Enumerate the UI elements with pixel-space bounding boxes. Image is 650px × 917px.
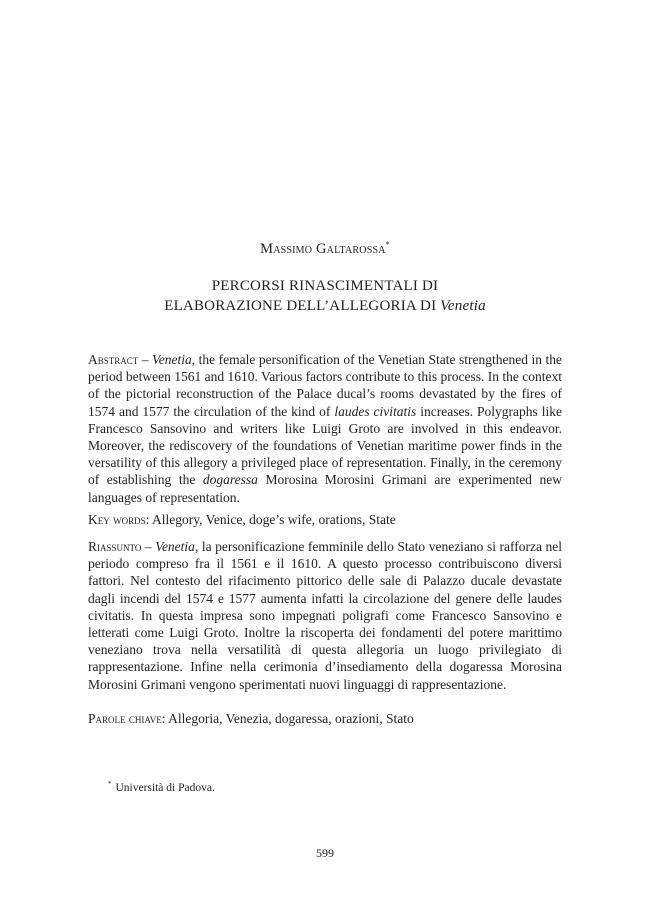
riassunto-term: Venetia <box>155 539 195 554</box>
riassunto-label: Riassunto – <box>88 539 152 554</box>
title-line-2 <box>0 296 650 316</box>
paper-title <box>0 276 650 316</box>
author-line <box>0 240 650 258</box>
footnote-marker: * <box>108 780 112 788</box>
keywords-label: Key words: <box>88 512 150 527</box>
riassunto-text: , la personificazione femminile dello Stato veneziano si rafforza nel periodo compreso fra il 1561 e il 1610. A questo processo contribuiscono diversi fattori. Nel contesto del rifacimento pittorico delle sale di Palazzo ducale devastate dagli incendi del 1574 e 1577 aumenta infatti la circolazione del genere delle laudes civitatis. In questa impresa sono impegnati poligrafi come Francesco Sansovino e letterati come Luigi Groto. Inoltre la riscoperta dei fondamenti del potere marittimo veneziano trova nella versatilità di questa allegoria un luogo privilegiato di rappresentazione. Infine nella cerimonia d’insediamento della dogaressa Morosina Morosini Grimani vengono sperimentati nuovi linguaggi di rappresentazione. <box>88 539 563 692</box>
parole-chiave-section <box>88 710 562 727</box>
title-line-2-italic: Venetia <box>440 298 486 314</box>
abstract-laudes: laudes civitatis <box>334 403 417 419</box>
abstract-text-1: , the female personification of the Venetian State strengthened in the period between 1561 and 1610. Various factors contribute to this process. In the context of the pictorial reconstruction of the Palace ducal’s rooms devastated by the fires of 1574 and 1577 the circulation of the kind of <box>88 352 563 419</box>
keywords-text: Allegory, Venice, doge’s wife, orations, State <box>149 512 396 527</box>
abstract-text-2: increases. Polygraphs like Francesco Sansovino and writers like Luigi Groto are involved in this endeavor. Moreover, the rediscovery of the foundations of Venetian maritime power finds in the versatility of this allegory a privileged place of representation. Finally, in the ceremony of establishing the <box>88 403 562 488</box>
abstract-dogaressa: dogaressa <box>202 472 258 488</box>
page-number: 599 <box>316 846 334 860</box>
author-name: Massimo Galtarossa <box>260 240 386 257</box>
abstract-section <box>88 351 562 506</box>
abstract-text-3: Morosina Morosini Grimani are experimented new languages of representation. <box>88 472 562 505</box>
title-line-1: PERCORSI RINASCIMENTALI DI <box>211 278 439 294</box>
title-line-2-prefix: ELABORAZIONE DELL’ALLEGORIA DI <box>164 298 441 314</box>
abstract-term: Venetia <box>152 352 192 367</box>
author-footnote-marker: * <box>385 240 390 249</box>
parole-chiave-text: Allegoria, Venezia, dogaressa, orazioni, Stato <box>165 711 414 726</box>
footnote <box>108 780 215 794</box>
keywords-section <box>88 511 562 528</box>
footnote-text: Università di Padova. <box>115 781 215 794</box>
abstract-label: Abstract – <box>88 352 149 367</box>
parole-chiave-label: Parole chiave: <box>88 711 166 726</box>
riassunto-section <box>88 538 562 693</box>
